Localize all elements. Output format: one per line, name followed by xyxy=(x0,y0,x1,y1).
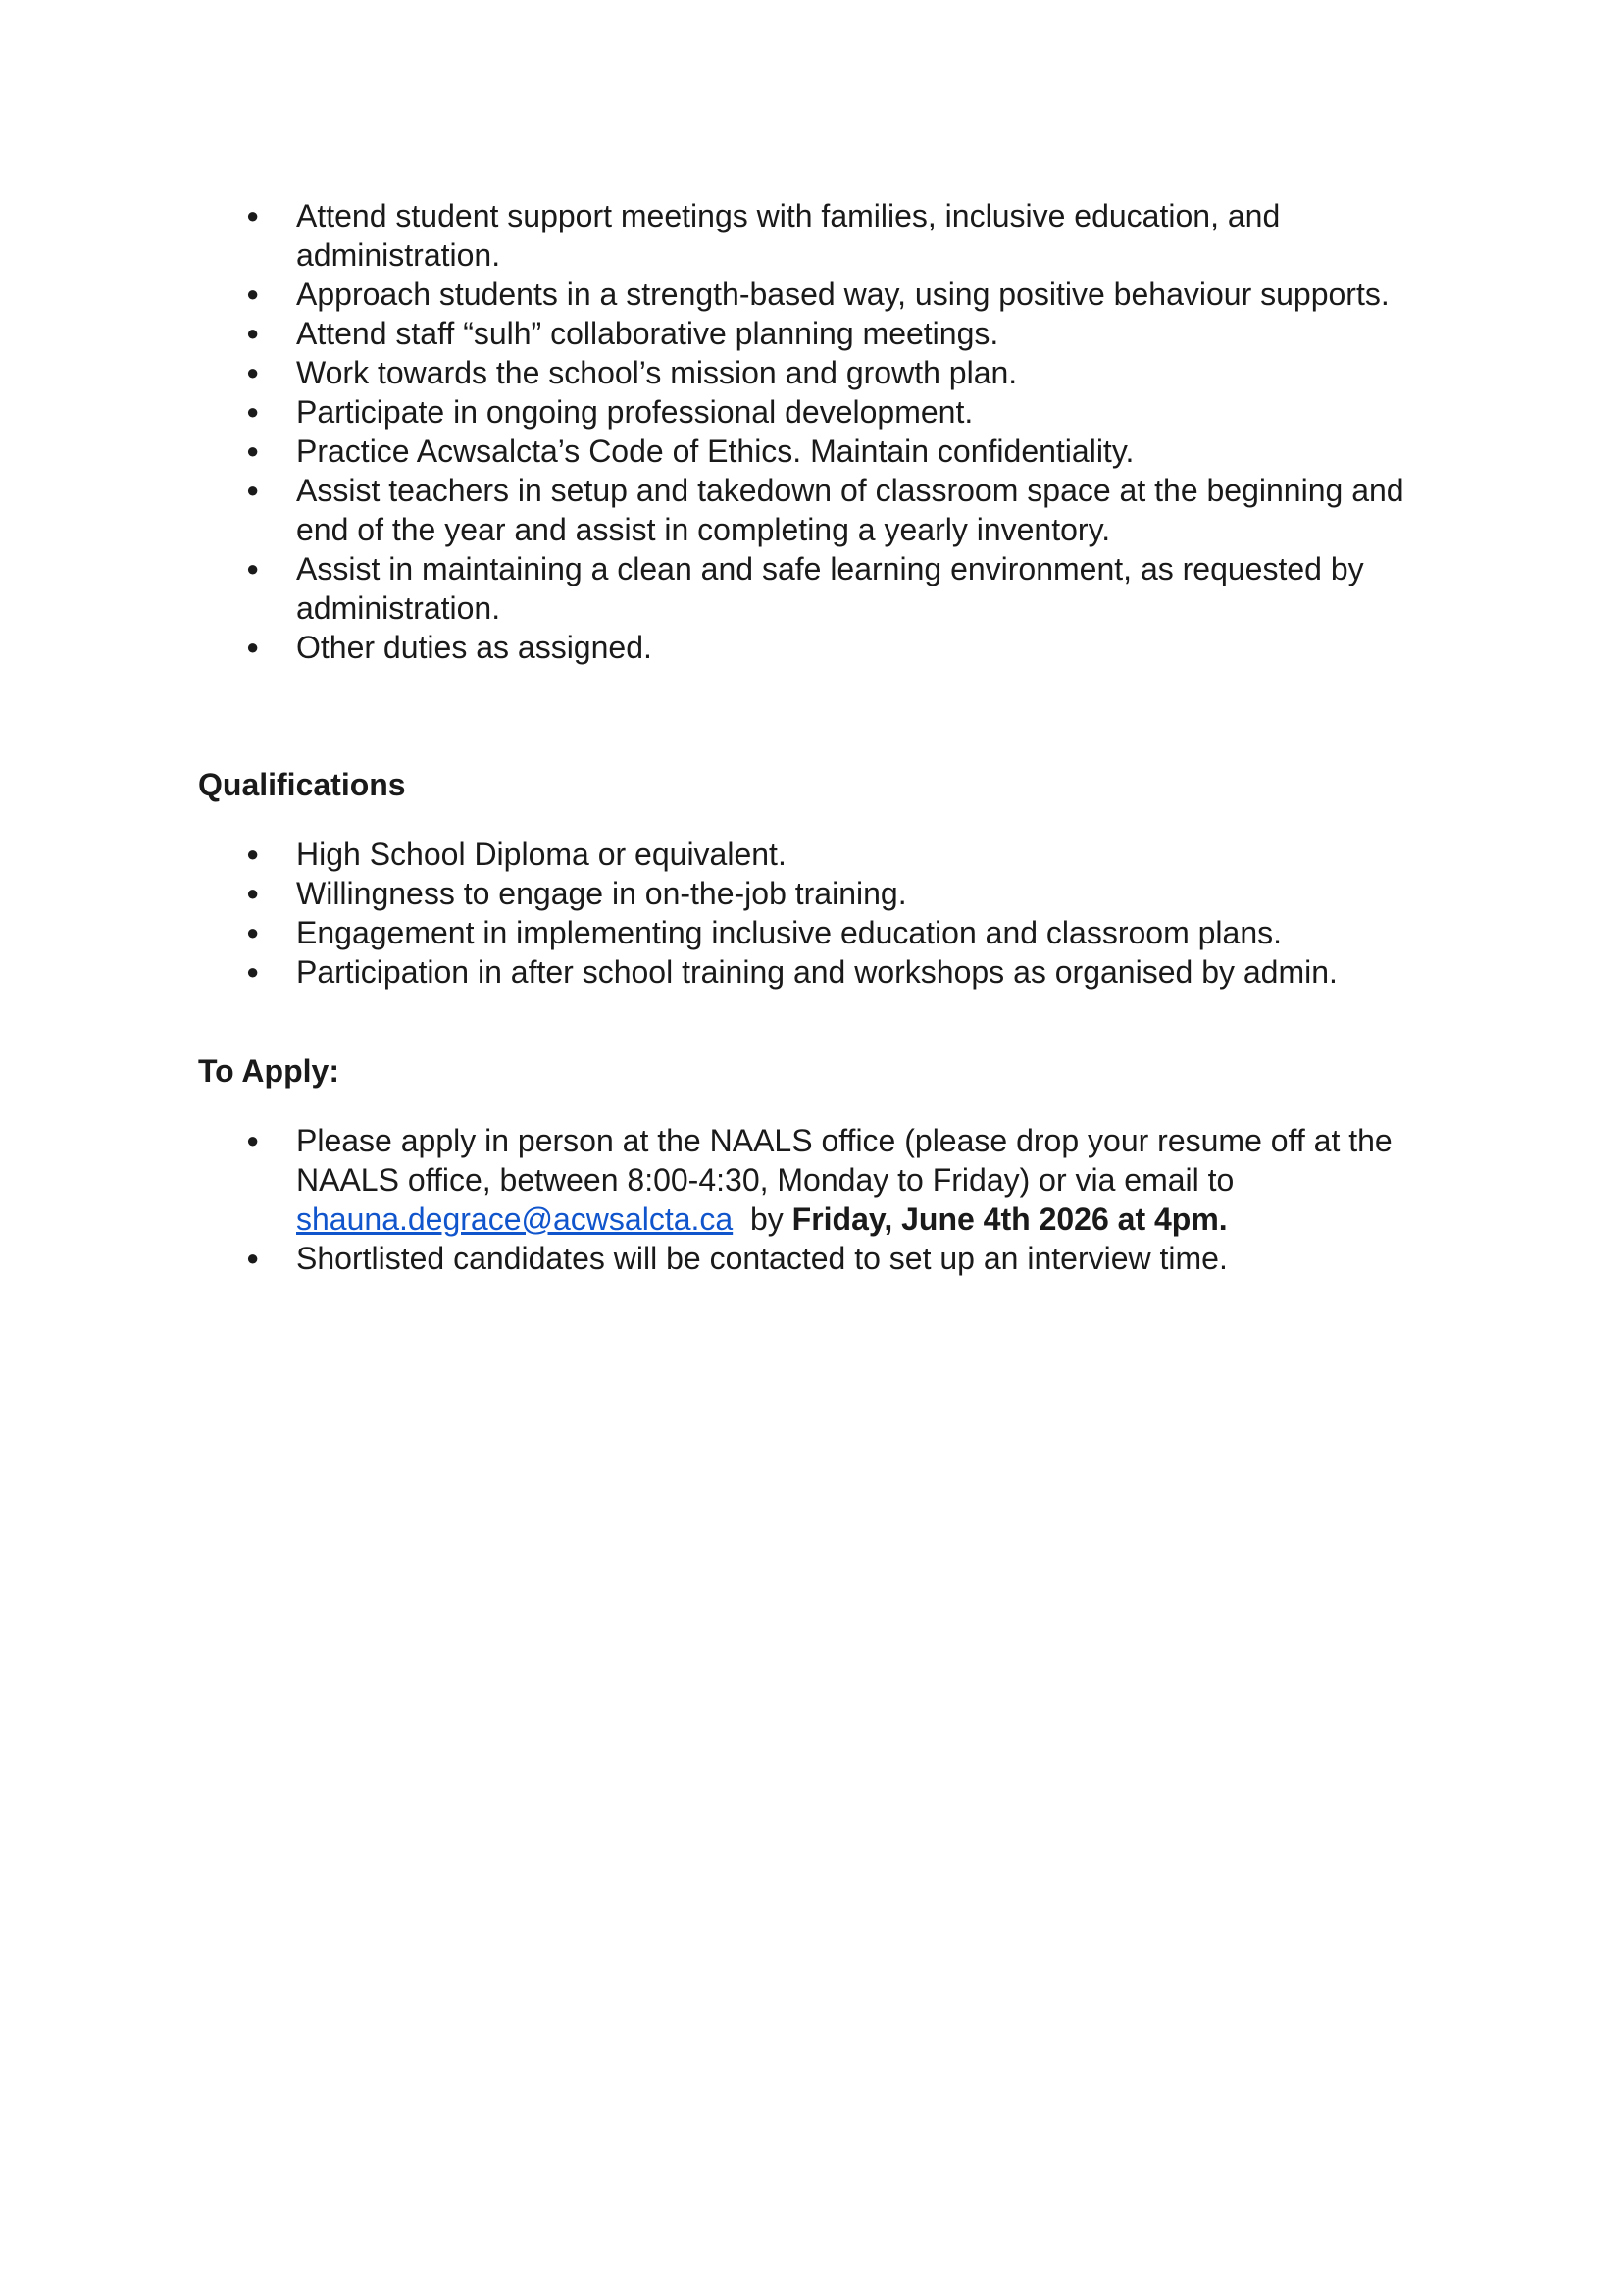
list-item-text: Willingness to engage in on-the-job training. xyxy=(296,876,907,911)
list-item xyxy=(246,549,1433,628)
list-item xyxy=(246,432,1433,471)
list-item-text: Participate in ongoing professional development. xyxy=(296,394,974,430)
qualifications-list xyxy=(246,835,1433,992)
bullet-icon: ● xyxy=(246,281,260,306)
list-item xyxy=(246,196,1433,275)
list-item-text: Engagement in implementing inclusive education and classroom plans. xyxy=(296,915,1283,950)
list-item xyxy=(246,913,1433,952)
list-item-text: Shortlisted candidates will be contacted to set up an interview time. xyxy=(296,1241,1228,1276)
by-text: by xyxy=(749,1201,784,1237)
list-item-text: Other duties as assigned. xyxy=(296,630,652,665)
list-item-text: Practice Acwsalcta’s Code of Ethics. Maintain confidentiality. xyxy=(296,433,1135,469)
duties-list xyxy=(246,196,1433,667)
list-item xyxy=(246,471,1433,549)
list-item-text: Attend student support meetings with families, inclusive education, and administration. xyxy=(296,198,1281,273)
list-item-text: Assist in maintaining a clean and safe learning environment, as requested by administration. xyxy=(296,551,1364,626)
email-link[interactable]: shauna.degrace@acwsalcta.ca xyxy=(296,1201,734,1237)
list-item-text: Attend staff “sulh” collaborative planning meetings. xyxy=(296,316,999,351)
bullet-icon: ● xyxy=(246,1246,260,1270)
list-item xyxy=(246,835,1433,874)
bullet-icon: ● xyxy=(246,635,260,659)
bullet-icon: ● xyxy=(246,556,260,581)
bullet-icon: ● xyxy=(246,203,260,228)
bullet-icon: ● xyxy=(246,438,260,463)
bullet-icon: ● xyxy=(246,841,260,866)
bullet-icon: ● xyxy=(246,321,260,345)
list-item xyxy=(246,1239,1433,1278)
qualifications-heading: Qualifications xyxy=(198,767,406,802)
list-item xyxy=(246,952,1433,992)
bullet-icon: ● xyxy=(246,360,260,384)
list-item xyxy=(246,275,1433,314)
list-item xyxy=(246,628,1433,667)
list-item-text: Assist teachers in setup and takedown of classroom space at the beginning and end of the year and assist in completing a yearly inventory. xyxy=(296,473,1404,547)
list-item xyxy=(246,1121,1433,1239)
list-item xyxy=(246,353,1433,392)
list-item xyxy=(246,392,1433,432)
list-item-text: Approach students in a strength-based way, using positive behaviour supports. xyxy=(296,277,1390,312)
list-item xyxy=(246,314,1433,353)
list-item-text: Participation in after school training and workshops as organised by admin. xyxy=(296,954,1338,990)
bullet-icon: ● xyxy=(246,1128,260,1152)
deadline-text: Friday, June 4th 2026 at 4pm. xyxy=(791,1201,1228,1237)
bullet-icon: ● xyxy=(246,959,260,984)
apply-list xyxy=(246,1121,1433,1278)
bullet-icon: ● xyxy=(246,881,260,905)
apply-instructions-text: Please apply in person at the NAALS office (please drop your resume off at the NAALS office, between 8:00-4:30, Monday to Friday) or via email to xyxy=(296,1123,1393,1198)
list-item xyxy=(246,874,1433,913)
list-item-text: High School Diploma or equivalent. xyxy=(296,837,787,872)
bullet-icon: ● xyxy=(246,478,260,502)
bullet-icon: ● xyxy=(246,399,260,424)
list-item-text: Work towards the school’s mission and growth plan. xyxy=(296,355,1018,390)
bullet-icon: ● xyxy=(246,920,260,944)
to-apply-heading: To Apply: xyxy=(198,1053,339,1089)
